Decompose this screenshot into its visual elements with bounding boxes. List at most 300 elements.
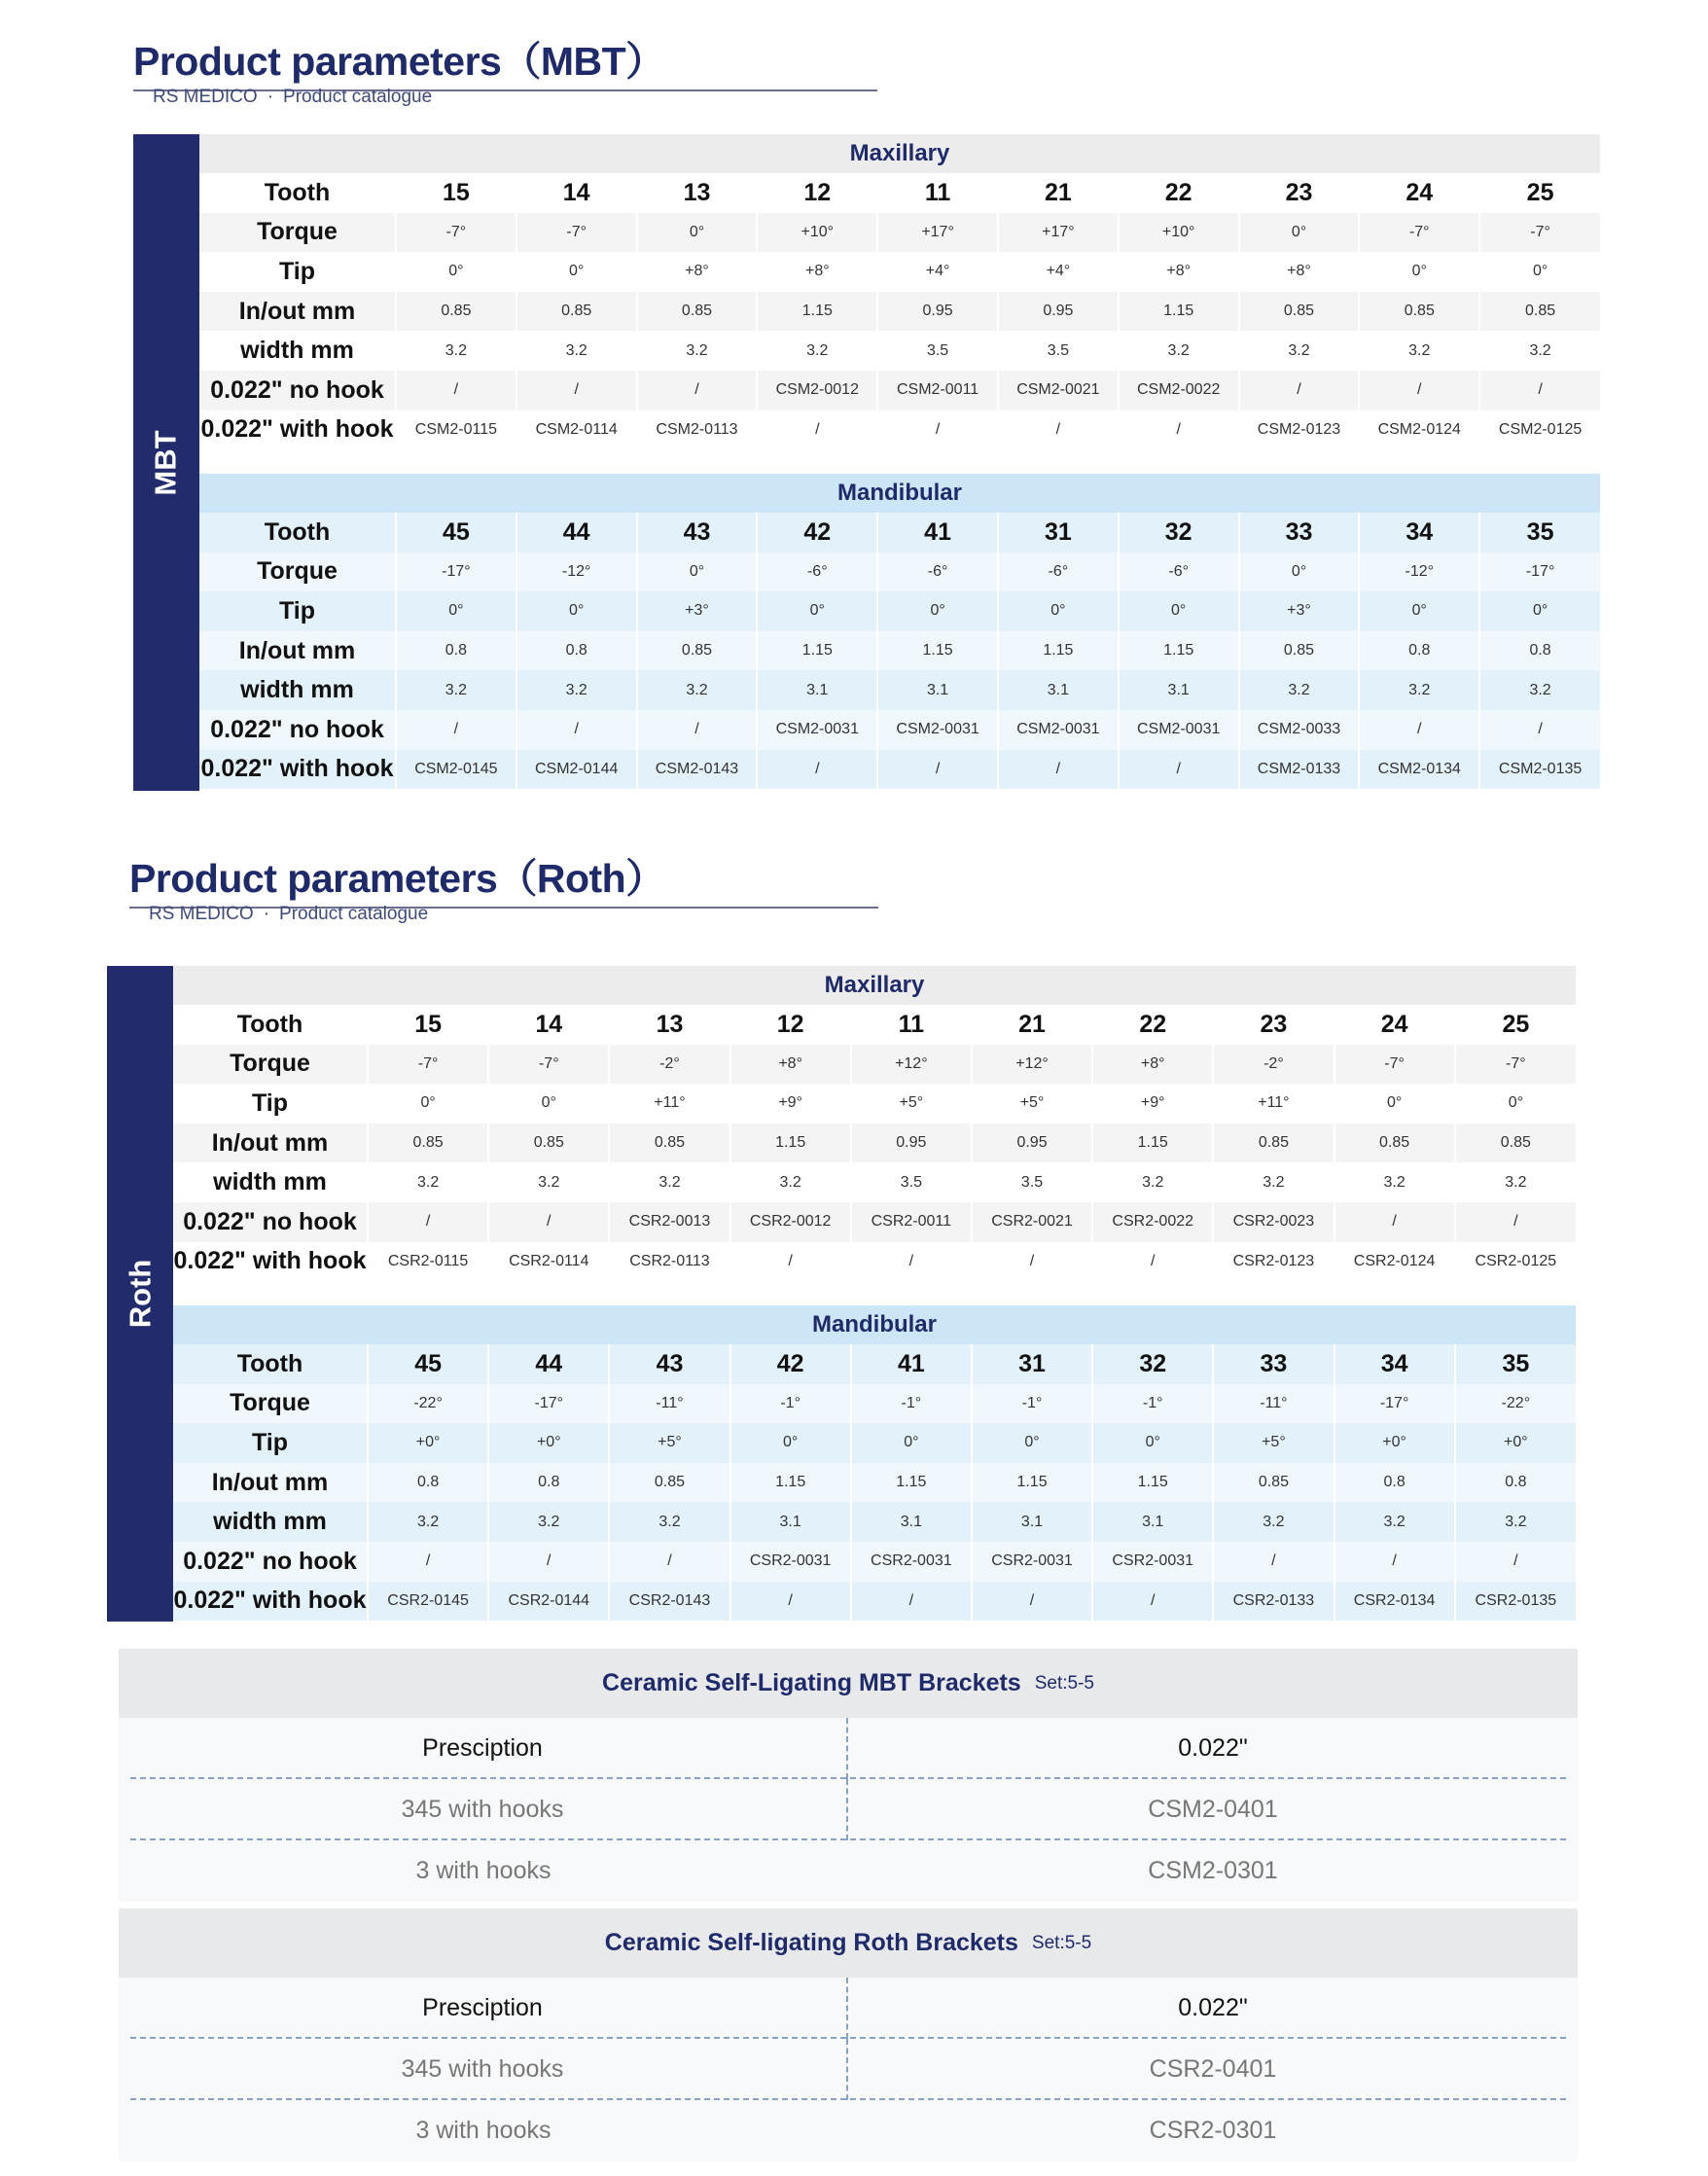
param-cell: 0° (877, 591, 998, 631)
param-cell: 0.85 (368, 1124, 488, 1163)
param-cell: 0° (516, 591, 637, 631)
param-cell: -12° (516, 553, 637, 592)
param-cell: -7° (488, 1045, 609, 1085)
param-cell: 1.15 (757, 631, 877, 671)
param-cell: 0.85 (1479, 292, 1600, 332)
param-cell: 0° (851, 1423, 972, 1463)
param-cell: CSM2-0133 (1239, 750, 1360, 790)
param-cell: CSM2-0021 (998, 371, 1119, 410)
param-cell: 3.2 (1213, 1502, 1334, 1542)
param-row (199, 591, 1600, 631)
param-cell: 3.2 (368, 1162, 488, 1202)
param-cell: 3.2 (637, 670, 758, 710)
section-title: Product parameters（MBT） (133, 39, 665, 84)
param-cell: 45 (396, 513, 516, 553)
param-cell: 35 (1455, 1344, 1576, 1384)
param-cell: 3.1 (972, 1502, 1092, 1542)
param-cell: 3.2 (1359, 331, 1479, 371)
roth-section-header (129, 846, 878, 924)
param-cell: 22 (1119, 173, 1239, 213)
param-cell: 34 (1334, 1344, 1455, 1384)
param-cell: -17° (396, 553, 516, 592)
param-cell: 0.85 (1213, 1463, 1334, 1503)
param-cell: +9° (730, 1084, 851, 1124)
param-cell: 0.85 (1239, 292, 1360, 332)
param-cell: CSR2-0135 (1455, 1582, 1576, 1622)
param-row (173, 1124, 1576, 1163)
row-label: In/out mm (173, 1124, 368, 1163)
param-cell: CSM2-0123 (1239, 410, 1360, 450)
side-label-bar (107, 966, 173, 1622)
param-cell: / (730, 1582, 851, 1622)
param-cell: -1° (972, 1384, 1092, 1424)
param-cell: 11 (877, 173, 998, 213)
row-label: 0.022" no hook (199, 710, 396, 750)
param-cell: CSM2-0144 (516, 750, 637, 790)
param-cell: / (757, 410, 877, 450)
param-cell: 0° (1359, 591, 1479, 631)
param-cell: -11° (1213, 1384, 1334, 1424)
param-cell: -7° (1359, 213, 1479, 253)
param-cell: 12 (730, 1005, 851, 1045)
variant-code: CSR2-0301 (1149, 2117, 1277, 2144)
summary-title: Ceramic Self-Ligating MBT Brackets (602, 1669, 1021, 1696)
param-cell: 21 (998, 173, 1119, 213)
param-cell: CSM2-0114 (516, 410, 637, 450)
param-cell: CSM2-0031 (877, 710, 998, 750)
param-cell: 3.2 (1239, 670, 1360, 710)
param-cell: 3.2 (488, 1162, 609, 1202)
param-cell: / (1213, 1542, 1334, 1582)
param-cell: +3° (637, 591, 758, 631)
param-cell: +5° (972, 1084, 1092, 1124)
row-label: 0.022" with hook (173, 1242, 368, 1282)
maxillary-header-row (173, 966, 1576, 1005)
row-label: Tooth (173, 1005, 368, 1045)
param-cell: / (609, 1542, 729, 1582)
param-row (173, 1242, 1576, 1282)
param-cell: 3.2 (1455, 1162, 1576, 1202)
param-cell: -7° (368, 1045, 488, 1085)
param-cell: -17° (1479, 553, 1600, 592)
param-cell: 25 (1455, 1005, 1576, 1045)
param-cell: -6° (757, 553, 877, 592)
param-cell: 25 (1479, 173, 1600, 213)
param-cell: 3.2 (1119, 331, 1239, 371)
param-cell: 3.1 (730, 1502, 851, 1542)
param-cell: CSR2-0021 (972, 1202, 1092, 1242)
param-cell: 0.8 (1334, 1463, 1455, 1503)
param-cell: 3.5 (998, 331, 1119, 371)
param-cell: -22° (1455, 1384, 1576, 1424)
param-cell: 33 (1239, 513, 1360, 553)
param-cell: 0.85 (516, 292, 637, 332)
mbt-brackets-summary (119, 1649, 1578, 1902)
param-cell: 0° (516, 252, 637, 292)
param-cell: 41 (851, 1344, 972, 1384)
param-cell: CSR2-0031 (972, 1542, 1092, 1582)
variant-code: CSM2-0401 (1148, 1796, 1278, 1823)
param-cell: +12° (972, 1045, 1092, 1085)
param-cell: +5° (851, 1084, 972, 1124)
param-cell: -1° (730, 1384, 851, 1424)
param-cell: 3.2 (1455, 1502, 1576, 1542)
param-cell: 14 (488, 1005, 609, 1045)
row-label: Torque (173, 1045, 368, 1085)
param-row (199, 670, 1600, 710)
param-cell: -7° (1455, 1045, 1576, 1085)
param-cell: -12° (1359, 553, 1479, 592)
param-cell: / (1092, 1582, 1213, 1622)
param-cell: 0.8 (396, 631, 516, 671)
param-cell: 0° (396, 591, 516, 631)
row-label: In/out mm (199, 292, 396, 332)
variant-code: CSM2-0301 (1148, 1857, 1278, 1884)
param-cell: 0.95 (877, 292, 998, 332)
catalogue-label: Product catalogue (283, 87, 433, 107)
param-cell: 0.85 (1239, 631, 1360, 671)
side-label: MBT (149, 429, 183, 496)
param-cell: 0° (1092, 1423, 1213, 1463)
prescription-label: Presciption (119, 1978, 848, 2039)
param-cell: 23 (1213, 1005, 1334, 1045)
param-cell: +0° (1455, 1423, 1576, 1463)
param-cell: / (1479, 710, 1600, 750)
param-cell: CSR2-0031 (851, 1542, 972, 1582)
param-row (199, 173, 1600, 213)
param-cell: -11° (609, 1384, 729, 1424)
param-row (173, 1344, 1576, 1384)
param-cell: CSR2-0123 (1213, 1242, 1334, 1282)
param-cell: 35 (1479, 513, 1600, 553)
param-cell: +10° (1119, 213, 1239, 253)
param-cell: 3.2 (488, 1502, 609, 1542)
param-row (199, 553, 1600, 592)
param-cell: +4° (998, 252, 1119, 292)
param-cell: +8° (637, 252, 758, 292)
param-row (199, 410, 1600, 450)
param-cell: 1.15 (1119, 292, 1239, 332)
param-cell: / (1359, 710, 1479, 750)
param-cell: 42 (757, 513, 877, 553)
param-cell: / (1092, 1242, 1213, 1282)
param-cell: 15 (368, 1005, 488, 1045)
param-cell: / (1334, 1542, 1455, 1582)
param-cell: CSR2-0133 (1213, 1582, 1334, 1622)
param-cell: 3.2 (1092, 1162, 1213, 1202)
param-cell: 3.2 (757, 331, 877, 371)
param-cell: +17° (877, 213, 998, 253)
param-cell: / (877, 750, 998, 790)
param-cell: +8° (1119, 252, 1239, 292)
param-cell: +0° (1334, 1423, 1455, 1463)
param-cell: 3.2 (637, 331, 758, 371)
param-row (199, 371, 1600, 410)
param-cell: -7° (1334, 1045, 1455, 1085)
param-cell: +3° (1239, 591, 1360, 631)
param-cell: CSR2-0143 (609, 1582, 729, 1622)
param-row (173, 1502, 1576, 1542)
side-label: Roth (123, 1259, 157, 1329)
param-cell: 34 (1359, 513, 1479, 553)
row-label: Tip (199, 252, 396, 292)
param-cell: / (1334, 1202, 1455, 1242)
param-cell: +8° (1239, 252, 1360, 292)
side-label-bar (133, 134, 199, 791)
param-cell: 0° (1359, 252, 1479, 292)
param-cell: -2° (609, 1045, 729, 1085)
maxillary-table (199, 134, 1600, 449)
param-row (199, 292, 1600, 332)
param-cell: / (368, 1202, 488, 1242)
param-cell: 3.1 (1092, 1502, 1213, 1542)
param-cell: 3.1 (877, 670, 998, 710)
mbt-section-header (133, 29, 877, 107)
param-row (199, 750, 1600, 790)
row-label: In/out mm (173, 1463, 368, 1503)
row-label: Tip (199, 591, 396, 631)
row-label: 0.022" no hook (173, 1542, 368, 1582)
param-row (173, 1463, 1576, 1503)
param-row (173, 1542, 1576, 1582)
param-cell: / (730, 1242, 851, 1282)
maxillary-header: Maxillary (173, 966, 1576, 1005)
summary-title: Ceramic Self-ligating Roth Brackets (604, 1929, 1018, 1956)
row-label: 0.022" with hook (199, 410, 396, 450)
param-cell: / (1119, 410, 1239, 450)
row-label: Torque (173, 1384, 368, 1424)
param-row (199, 631, 1600, 671)
row-label: width mm (199, 331, 396, 371)
param-cell: 24 (1334, 1005, 1455, 1045)
variant-label: 3 with hooks (415, 2117, 552, 2144)
param-cell: / (637, 371, 758, 410)
param-cell: 0.85 (1213, 1124, 1334, 1163)
param-cell: CSR2-0012 (730, 1202, 851, 1242)
summary-header (119, 1649, 1578, 1718)
param-cell: 1.15 (877, 631, 998, 671)
param-cell: 0.85 (1359, 292, 1479, 332)
param-cell: 0° (1239, 553, 1360, 592)
param-row (173, 1582, 1576, 1622)
param-cell: -17° (488, 1384, 609, 1424)
param-row (173, 1162, 1576, 1202)
param-cell: 0.8 (368, 1463, 488, 1503)
param-cell: 0.8 (1359, 631, 1479, 671)
param-cell: CSR2-0011 (851, 1202, 972, 1242)
param-cell: -7° (516, 213, 637, 253)
param-cell: 0.95 (972, 1124, 1092, 1163)
param-cell: 0.85 (609, 1124, 729, 1163)
param-cell: / (1119, 750, 1239, 790)
param-cell: 0° (1239, 213, 1360, 253)
mbt-parameter-block (133, 134, 1600, 791)
param-cell: 0° (637, 553, 758, 592)
maxillary-header: Maxillary (199, 134, 1600, 173)
param-cell: +4° (877, 252, 998, 292)
summary-row (119, 1840, 1578, 1902)
param-cell: CSM2-0124 (1359, 410, 1479, 450)
param-cell: / (516, 710, 637, 750)
param-cell: +5° (1213, 1423, 1334, 1463)
param-cell: 15 (396, 173, 516, 213)
param-cell: 3.1 (1119, 670, 1239, 710)
param-row (199, 252, 1600, 292)
param-cell: 0.85 (396, 292, 516, 332)
row-label: Tip (173, 1423, 368, 1463)
param-cell: CSM2-0125 (1479, 410, 1600, 450)
param-cell: 3.2 (1334, 1162, 1455, 1202)
param-row (199, 213, 1600, 253)
param-cell: 1.15 (972, 1463, 1092, 1503)
param-cell: 3.5 (877, 331, 998, 371)
param-cell: 0° (1119, 591, 1239, 631)
row-label: 0.022" no hook (173, 1202, 368, 1242)
param-cell: 3.2 (609, 1162, 729, 1202)
param-cell: 0° (637, 213, 758, 253)
param-cell: 33 (1213, 1344, 1334, 1384)
param-cell: +8° (730, 1045, 851, 1085)
param-cell: CSR2-0144 (488, 1582, 609, 1622)
variant-label: 345 with hooks (119, 1779, 848, 1840)
param-cell: 1.15 (1092, 1124, 1213, 1163)
param-cell: 44 (516, 513, 637, 553)
roth-brackets-summary (119, 1908, 1578, 2161)
param-cell: +0° (368, 1423, 488, 1463)
param-cell: CSR2-0125 (1455, 1242, 1576, 1282)
maxillary-header-row (199, 134, 1600, 173)
param-cell: CSR2-0134 (1334, 1582, 1455, 1622)
section-subtitle (149, 904, 428, 925)
param-cell: / (637, 710, 758, 750)
summary-header (119, 1908, 1578, 1978)
param-cell: 0° (1334, 1084, 1455, 1124)
param-cell: 0.85 (1334, 1124, 1455, 1163)
row-label: width mm (199, 670, 396, 710)
param-cell: / (396, 710, 516, 750)
param-cell: CSR2-0115 (368, 1242, 488, 1282)
param-cell: +9° (1092, 1084, 1213, 1124)
param-row (199, 513, 1600, 553)
row-label: Torque (199, 213, 396, 253)
mandibular-table (199, 474, 1600, 789)
param-cell: 45 (368, 1344, 488, 1384)
param-row (173, 1045, 1576, 1085)
param-cell: 0.85 (637, 292, 758, 332)
param-cell: 3.2 (1213, 1162, 1334, 1202)
param-cell: 0° (488, 1084, 609, 1124)
param-cell: 24 (1359, 173, 1479, 213)
param-cell: 0.8 (1455, 1463, 1576, 1503)
section-subtitle (153, 87, 432, 108)
param-cell: 3.2 (368, 1502, 488, 1542)
variant-code: CSR2-0401 (1149, 2055, 1277, 2083)
param-cell: CSM2-0031 (757, 710, 877, 750)
param-cell: CSR2-0022 (1092, 1202, 1213, 1242)
param-cell: CSM2-0135 (1479, 750, 1600, 790)
param-row (173, 1005, 1576, 1045)
param-cell: -1° (851, 1384, 972, 1424)
row-label: 0.022" no hook (199, 371, 396, 410)
param-cell: 0° (757, 591, 877, 631)
param-cell: CSM2-0031 (998, 710, 1119, 750)
param-cell: CSM2-0134 (1359, 750, 1479, 790)
row-label: Tooth (199, 173, 396, 213)
param-cell: 0° (998, 591, 1119, 631)
row-label: Torque (199, 553, 396, 592)
param-cell: 31 (972, 1344, 1092, 1384)
param-cell: CSR2-0023 (1213, 1202, 1334, 1242)
mandibular-header: Mandibular (173, 1305, 1576, 1344)
param-cell: 42 (730, 1344, 851, 1384)
param-cell: 3.5 (972, 1162, 1092, 1202)
param-row (199, 331, 1600, 371)
param-cell: / (998, 410, 1119, 450)
param-cell: / (1455, 1542, 1576, 1582)
param-cell: -7° (396, 213, 516, 253)
param-cell: CSR2-0113 (609, 1242, 729, 1282)
param-cell: -17° (1334, 1384, 1455, 1424)
param-cell: CSR2-0114 (488, 1242, 609, 1282)
param-cell: 0.85 (1455, 1124, 1576, 1163)
param-cell: 0.85 (488, 1124, 609, 1163)
param-cell: CSM2-0113 (637, 410, 758, 450)
param-cell: 1.15 (1119, 631, 1239, 671)
param-cell: 1.15 (757, 292, 877, 332)
param-cell: +8° (1092, 1045, 1213, 1085)
param-cell: 43 (609, 1344, 729, 1384)
param-cell: -6° (1119, 553, 1239, 592)
param-cell: 3.2 (1334, 1502, 1455, 1542)
param-cell: 0° (1479, 591, 1600, 631)
row-label: width mm (173, 1162, 368, 1202)
param-cell: 0.95 (998, 292, 1119, 332)
param-cell: 3.1 (851, 1502, 972, 1542)
param-cell: 0.85 (609, 1463, 729, 1503)
param-cell: / (972, 1242, 1092, 1282)
param-cell: -6° (998, 553, 1119, 592)
param-cell: +17° (998, 213, 1119, 253)
param-cell: / (757, 750, 877, 790)
param-cell: / (1455, 1202, 1576, 1242)
param-cell: 41 (877, 513, 998, 553)
param-row (173, 1423, 1576, 1463)
param-cell: 14 (516, 173, 637, 213)
param-row (173, 1384, 1576, 1424)
param-cell: +12° (851, 1045, 972, 1085)
param-cell: 3.2 (609, 1502, 729, 1542)
param-cell: 1.15 (1092, 1463, 1213, 1503)
param-cell: -6° (877, 553, 998, 592)
param-cell: 0° (396, 252, 516, 292)
param-cell: / (1359, 371, 1479, 410)
param-cell: 23 (1239, 173, 1360, 213)
variant-label: 3 with hooks (415, 1857, 552, 1884)
param-cell: +11° (609, 1084, 729, 1124)
param-cell: +11° (1213, 1084, 1334, 1124)
param-cell: 1.15 (730, 1463, 851, 1503)
param-cell: CSR2-0013 (609, 1202, 729, 1242)
param-cell: 32 (1119, 513, 1239, 553)
param-cell: 3.2 (516, 331, 637, 371)
param-row (173, 1202, 1576, 1242)
mandibular-header: Mandibular (199, 474, 1600, 513)
row-label: 0.022" with hook (173, 1582, 368, 1622)
param-cell: CSM2-0143 (637, 750, 758, 790)
prescription-label: Presciption (119, 1718, 848, 1779)
param-cell: 0.8 (1479, 631, 1600, 671)
subtitle-separator: · (263, 904, 270, 924)
